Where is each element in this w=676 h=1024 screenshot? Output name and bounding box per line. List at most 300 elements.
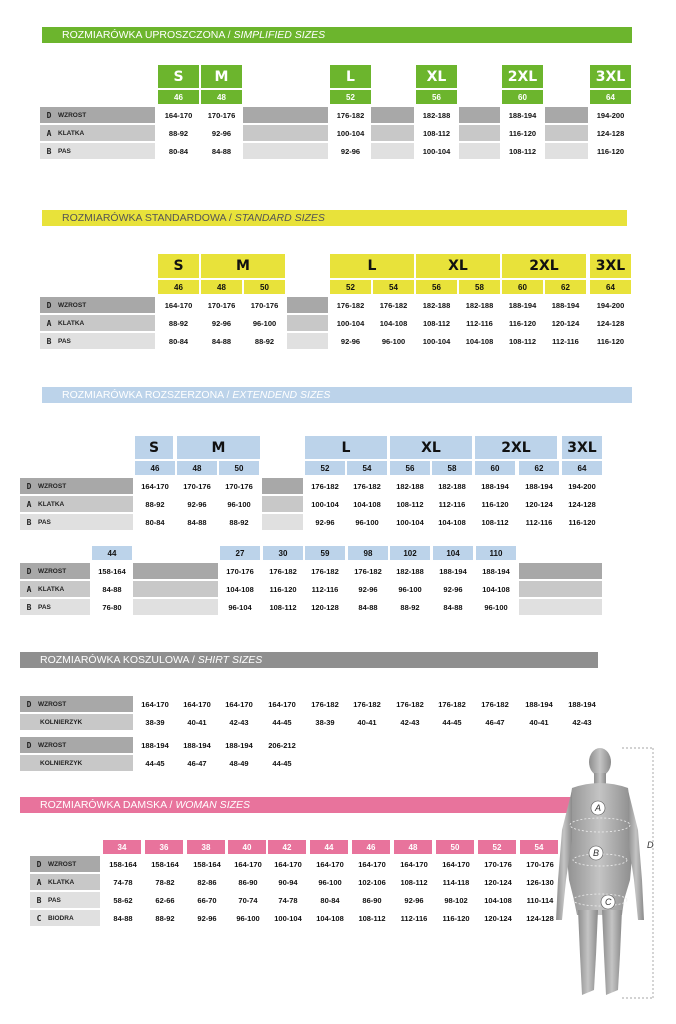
cell-wzrost: 176-182: [354, 566, 382, 576]
row-label-text: KLATKA: [48, 878, 75, 886]
row-letter: D: [26, 740, 32, 750]
size-header: XL: [390, 436, 472, 459]
cell-wzrost: 194-200: [596, 300, 625, 310]
cell-pas: 116-120: [596, 336, 625, 346]
cell-pas: 92-96: [340, 336, 361, 346]
row-label-klatka: [40, 315, 155, 331]
row-letter: A: [26, 499, 32, 509]
size-header: 2XL: [502, 254, 586, 278]
size-number: 60: [502, 280, 543, 294]
size-number: 48: [201, 90, 242, 104]
row-label-wzrost: [40, 297, 155, 313]
cell-wzrost: 176-182: [353, 481, 381, 491]
size-number: 50: [244, 280, 285, 294]
cell-kolnierzyk: 46-47: [187, 758, 207, 768]
cell-klatka: 100-104: [336, 128, 365, 138]
cell-pas: 96-100: [484, 602, 508, 612]
cell-wzrost: 164-170: [164, 110, 193, 120]
extended-section-header: [42, 387, 632, 403]
size-number: 44: [310, 840, 348, 854]
cell-kolnierzyk: 40-41: [529, 717, 549, 727]
cell-klatka: 102-106: [358, 877, 386, 887]
size-header: L: [330, 65, 371, 88]
size-number: 48: [201, 280, 242, 294]
size-number: 62: [545, 280, 586, 294]
cell-wzrost: 188-194: [508, 110, 537, 120]
cell-klatka: 74-78: [113, 877, 133, 887]
cell-wzrost: 176-182: [336, 300, 365, 310]
cell-biodra: 116-120: [442, 913, 470, 923]
cell-klatka: 124-128: [596, 318, 625, 328]
row-label-klatka: [20, 496, 133, 512]
row-label-biodra: [30, 910, 100, 926]
row-label-text: PAS: [58, 147, 71, 155]
cell-klatka: 88-92: [168, 318, 189, 328]
size-number: 27: [220, 546, 260, 560]
cell-pas: 88-92: [400, 602, 420, 612]
empty-cell: [287, 315, 328, 331]
empty-cell: [459, 107, 500, 123]
cell-wzrost: 188-194: [508, 300, 537, 310]
cell-klatka: 120-124: [551, 318, 580, 328]
size-number: 62: [519, 461, 559, 475]
empty-cell: [545, 125, 588, 141]
cell-pas: 92-96: [340, 146, 361, 156]
cell-kolnierzyk: 46-47: [485, 717, 505, 727]
cell-klatka: 108-112: [396, 499, 424, 509]
cell-pas: 80-84: [168, 336, 189, 346]
cell-pas: 58-62: [113, 895, 133, 905]
cell-pas: 84-88: [358, 602, 378, 612]
cell-pas: 108-112: [508, 336, 537, 346]
standard-section-header: [42, 210, 627, 226]
cell-wzrost: 188-194: [141, 740, 169, 750]
cell-wzrost: 194-200: [568, 481, 596, 491]
cell-wzrost: 170-176: [484, 859, 512, 869]
row-letter: A: [46, 318, 52, 328]
cell-wzrost: 206-212: [268, 740, 296, 750]
cell-wzrost: 164-170: [442, 859, 470, 869]
row-label-klatka: [20, 581, 90, 597]
cell-kolnierzyk: 38-39: [315, 717, 335, 727]
cell-pas: 110-114: [526, 895, 554, 905]
cell-pas: 80-84: [145, 517, 165, 527]
cell-kolnierzyk: 38-39: [145, 717, 165, 727]
cell-wzrost: 182-188: [422, 300, 451, 310]
cell-klatka: 114-118: [442, 877, 470, 887]
size-header: M: [201, 254, 285, 278]
section-subtitle: WOMAN SIZES: [175, 799, 251, 811]
cell-wzrost: 170-176: [183, 481, 211, 491]
section-title: ROZMIARÓWKA DAMSKA /: [40, 799, 176, 811]
row-label-wzrost: [20, 478, 133, 494]
silhouette: [556, 748, 644, 995]
empty-cell: [519, 581, 602, 597]
size-header: L: [305, 436, 387, 459]
cell-pas: 80-84: [168, 146, 189, 156]
row-letter: A: [46, 128, 52, 138]
body-figure: [552, 740, 662, 1002]
cell-kolnierzyk: 48-49: [229, 758, 249, 768]
size-number: 56: [416, 90, 457, 104]
cell-biodra: 92-96: [197, 913, 217, 923]
cell-pas: 100-104: [422, 146, 451, 156]
cell-pas: 88-92: [229, 517, 249, 527]
size-number: 60: [502, 90, 543, 104]
empty-cell: [545, 107, 588, 123]
cell-klatka: 96-100: [318, 877, 342, 887]
marker-b: [589, 846, 603, 860]
cell-pas: 84-88: [211, 336, 232, 346]
cell-klatka: 88-92: [145, 499, 165, 509]
size-number: 64: [590, 90, 631, 104]
cell-kolnierzyk: 40-41: [357, 717, 377, 727]
row-label-text: WZROST: [38, 741, 67, 749]
row-label-text: KOLNIERZYK: [40, 718, 83, 726]
row-label-text: KLATKA: [38, 500, 65, 508]
woman-section-header: [20, 797, 598, 813]
empty-cell: [287, 333, 328, 349]
cell-biodra: 96-100: [236, 913, 260, 923]
cell-klatka: 92-96: [187, 499, 207, 509]
row-label-text: PAS: [48, 896, 61, 904]
row-label-pas: [30, 892, 100, 908]
cell-pas: 96-104: [228, 602, 252, 612]
cell-kolnierzyk: 42-43: [400, 717, 420, 727]
cell-klatka: 108-112: [422, 128, 451, 138]
cell-wzrost: 176-182: [311, 481, 339, 491]
cell-klatka: 96-100: [252, 318, 277, 328]
row-letter: B: [36, 895, 42, 905]
section-subtitle: STANDARD SIZES: [234, 212, 325, 224]
cell-pas: 76-80: [102, 602, 122, 612]
shirt-section-header: [20, 652, 598, 668]
cell-klatka: 116-120: [508, 128, 537, 138]
cell-wzrost: 164-170: [234, 859, 262, 869]
cell-kolnierzyk: 44-45: [145, 758, 165, 768]
cell-klatka: 92-96: [358, 584, 378, 594]
cell-wzrost: 188-194: [482, 566, 510, 576]
empty-cell: [262, 514, 303, 530]
cell-pas: 70-74: [238, 895, 258, 905]
cell-pas: 66-70: [197, 895, 217, 905]
row-letter: D: [46, 110, 52, 120]
size-number: 60: [475, 461, 515, 475]
cell-klatka: 90-94: [278, 877, 298, 887]
cell-wzrost: 170-176: [207, 110, 236, 120]
cell-pas: 116-120: [568, 517, 596, 527]
cell-klatka: 100-104: [336, 318, 365, 328]
empty-cell: [519, 599, 602, 615]
cell-wzrost: 182-188: [396, 566, 424, 576]
cell-wzrost: 188-194: [481, 481, 509, 491]
size-number: 54: [347, 461, 387, 475]
size-number: 64: [562, 461, 602, 475]
cell-pas: 80-84: [320, 895, 340, 905]
cell-pas: 74-78: [278, 895, 298, 905]
row-letter: B: [46, 336, 52, 346]
size-header: 2XL: [475, 436, 557, 459]
size-header: XL: [416, 65, 457, 88]
row-label-text: PAS: [38, 603, 51, 611]
size-number: 56: [390, 461, 430, 475]
size-number: 58: [432, 461, 472, 475]
size-number: 50: [219, 461, 259, 475]
cell-wzrost: 164-170: [141, 481, 169, 491]
row-label-text: WZROST: [38, 482, 67, 490]
empty-cell: [133, 563, 218, 579]
cell-pas: 120-128: [311, 602, 339, 612]
cell-kolnierzyk: 42-43: [229, 717, 249, 727]
cell-biodra: 100-104: [274, 913, 302, 923]
cell-klatka: 104-108: [379, 318, 408, 328]
cell-wzrost: 164-170: [316, 859, 344, 869]
cell-kolnierzyk: 44-45: [442, 717, 462, 727]
cell-wzrost: 158-164: [193, 859, 221, 869]
size-number: 42: [268, 840, 306, 854]
size-header: S: [158, 254, 199, 278]
row-label-text: WZROST: [38, 700, 67, 708]
cell-pas: 104-108: [465, 336, 494, 346]
row-letter: C: [36, 913, 42, 923]
cell-wzrost: 164-170: [225, 699, 253, 709]
cell-wzrost: 182-188: [465, 300, 494, 310]
row-label-text: WZROST: [58, 301, 87, 309]
row-label-wzrost: [40, 107, 155, 123]
cell-wzrost: 188-194: [525, 481, 553, 491]
cell-biodra: 88-92: [155, 913, 175, 923]
empty-cell: [371, 107, 414, 123]
row-label-kolnierzyk: [20, 755, 133, 771]
cell-biodra: 112-116: [400, 913, 428, 923]
size-header: M: [177, 436, 260, 459]
cell-wzrost: 188-194: [525, 699, 553, 709]
cell-wzrost: 176-182: [353, 699, 381, 709]
row-label-pas: [40, 143, 155, 159]
row-letter: D: [46, 300, 52, 310]
svg-text:C: C: [605, 897, 612, 907]
size-header: S: [135, 436, 173, 459]
cell-wzrost: 170-176: [250, 300, 279, 310]
cell-pas: 100-104: [422, 336, 451, 346]
size-header: S: [158, 65, 199, 88]
size-header: 3XL: [590, 65, 631, 88]
cell-pas: 88-92: [254, 336, 275, 346]
row-label-klatka: [40, 125, 155, 141]
row-label-text: WZROST: [58, 111, 87, 119]
cell-wzrost: 176-182: [336, 110, 365, 120]
cell-pas: 84-88: [443, 602, 463, 612]
cell-wzrost: 164-170: [268, 699, 296, 709]
cell-wzrost: 188-194: [551, 300, 580, 310]
cell-pas: 116-120: [596, 146, 625, 156]
cell-pas: 112-116: [525, 517, 553, 527]
cell-wzrost: 170-176: [526, 859, 554, 869]
cell-klatka: 86-90: [238, 877, 258, 887]
section-subtitle: SIMPLIFIED SIZES: [233, 29, 326, 41]
row-label-pas: [20, 599, 90, 615]
cell-klatka: 96-100: [398, 584, 422, 594]
cell-wzrost: 188-194: [183, 740, 211, 750]
cell-klatka: 112-116: [311, 584, 339, 594]
cell-klatka: 78-82: [155, 877, 175, 887]
row-label-text: KLATKA: [58, 319, 85, 327]
cell-klatka: 108-112: [422, 318, 451, 328]
cell-pas: 108-112: [269, 602, 297, 612]
cell-wzrost: 188-194: [568, 699, 596, 709]
cell-wzrost: 164-170: [164, 300, 193, 310]
cell-wzrost: 176-182: [379, 300, 408, 310]
cell-pas: 104-108: [484, 895, 512, 905]
cell-klatka: 126-130: [526, 877, 554, 887]
cell-wzrost: 164-170: [141, 699, 169, 709]
size-number: 36: [145, 840, 183, 854]
row-label-text: KOLNIERZYK: [40, 759, 83, 767]
cell-klatka: 112-116: [466, 318, 493, 328]
cell-wzrost: 170-176: [225, 481, 253, 491]
size-number: 46: [352, 840, 390, 854]
size-number: 56: [416, 280, 457, 294]
empty-cell: [545, 143, 588, 159]
cell-klatka: 116-120: [269, 584, 297, 594]
cell-wzrost: 176-182: [481, 699, 509, 709]
cell-wzrost: 188-194: [439, 566, 467, 576]
cell-wzrost: 158-164: [98, 566, 126, 576]
size-header: 3XL: [562, 436, 602, 459]
section-subtitle: EXTENDEND SIZES: [232, 389, 331, 401]
cell-biodra: 120-124: [484, 913, 512, 923]
cell-kolnierzyk: 44-45: [272, 758, 292, 768]
size-number: 46: [158, 90, 199, 104]
cell-klatka: 112-116: [438, 499, 466, 509]
size-number: 104: [433, 546, 473, 560]
section-title: ROZMIARÓWKA ROZSZERZONA /: [62, 389, 233, 401]
size-header: XL: [416, 254, 500, 278]
row-letter: A: [36, 877, 42, 887]
row-label-klatka: [30, 874, 100, 890]
cell-wzrost: 164-170: [274, 859, 302, 869]
cell-pas: 84-88: [211, 146, 232, 156]
empty-cell: [287, 297, 328, 313]
size-number: 52: [305, 461, 345, 475]
row-label-wzrost: [20, 737, 133, 753]
cell-wzrost: 170-176: [226, 566, 254, 576]
cell-pas: 92-96: [315, 517, 335, 527]
cell-biodra: 104-108: [316, 913, 344, 923]
empty-cell: [262, 478, 303, 494]
size-number: 34: [103, 840, 141, 854]
cell-biodra: 84-88: [113, 913, 133, 923]
row-label-text: KLATKA: [58, 129, 85, 137]
empty-cell: [371, 125, 414, 141]
cell-wzrost: 176-182: [311, 699, 339, 709]
cell-kolnierzyk: 42-43: [572, 717, 592, 727]
cell-wzrost: 158-164: [109, 859, 137, 869]
cell-klatka: 96-100: [227, 499, 251, 509]
section-subtitle: SHIRT SIZES: [197, 654, 263, 666]
size-number: 52: [330, 90, 371, 104]
row-label-text: PAS: [38, 518, 51, 526]
cell-wzrost: 164-170: [400, 859, 428, 869]
row-label-wzrost: [20, 696, 133, 712]
row-label-pas: [40, 333, 155, 349]
size-header: 3XL: [590, 254, 631, 278]
cell-wzrost: 194-200: [596, 110, 625, 120]
cell-pas: 108-112: [481, 517, 509, 527]
empty-cell: [243, 125, 328, 141]
row-label-wzrost: [20, 563, 90, 579]
size-number: 64: [590, 280, 631, 294]
size-header: M: [201, 65, 242, 88]
size-number: 110: [476, 546, 516, 560]
row-label-text: PAS: [58, 337, 71, 345]
cell-wzrost: 182-188: [396, 481, 424, 491]
cell-wzrost: 164-170: [183, 699, 211, 709]
size-number: 54: [520, 840, 558, 854]
section-title: ROZMIARÓWKA STANDARDOWA /: [62, 212, 235, 224]
row-label-kolnierzyk: [20, 714, 133, 730]
empty-cell: [243, 143, 328, 159]
cell-pas: 96-100: [355, 517, 379, 527]
row-letter: B: [46, 146, 52, 156]
cell-pas: 92-96: [404, 895, 424, 905]
svg-text:A: A: [595, 803, 602, 813]
cell-wzrost: 170-176: [207, 300, 236, 310]
cell-klatka: 88-92: [168, 128, 189, 138]
empty-cell: [133, 581, 218, 597]
size-number: 46: [158, 280, 199, 294]
empty-cell: [262, 496, 303, 512]
cell-wzrost: 176-182: [311, 566, 339, 576]
cell-klatka: 116-120: [481, 499, 509, 509]
cell-pas: 86-90: [362, 895, 382, 905]
cell-kolnierzyk: 44-45: [272, 717, 292, 727]
row-label-pas: [20, 514, 133, 530]
cell-kolnierzyk: 40-41: [187, 717, 207, 727]
empty-cell: [519, 563, 602, 579]
row-letter: B: [26, 602, 32, 612]
size-number: 46: [135, 461, 175, 475]
simplified-section-header: [42, 27, 632, 43]
cell-klatka: 124-128: [596, 128, 625, 138]
row-label-text: KLATKA: [38, 585, 65, 593]
cell-pas: 96-100: [381, 336, 406, 346]
cell-wzrost: 164-170: [358, 859, 386, 869]
cell-klatka: 120-124: [525, 499, 553, 509]
cell-wzrost: 188-194: [225, 740, 253, 750]
cell-klatka: 124-128: [568, 499, 596, 509]
cell-klatka: 120-124: [484, 877, 512, 887]
row-letter: D: [26, 699, 32, 709]
cell-pas: 100-104: [396, 517, 424, 527]
row-letter: D: [36, 859, 42, 869]
cell-pas: 112-116: [552, 336, 579, 346]
size-number: 52: [478, 840, 516, 854]
marker-c: [601, 895, 615, 909]
row-label-text: WZROST: [38, 567, 67, 575]
row-label-text: BIODRA: [48, 914, 74, 922]
size-number: 48: [177, 461, 217, 475]
empty-cell: [243, 107, 328, 123]
size-header: L: [330, 254, 414, 278]
cell-pas: 108-112: [508, 146, 537, 156]
cell-klatka: 82-86: [197, 877, 217, 887]
row-letter: D: [26, 566, 32, 576]
svg-text:B: B: [593, 848, 600, 858]
size-number: 30: [263, 546, 303, 560]
size-number: 102: [390, 546, 430, 560]
cell-klatka: 104-108: [226, 584, 254, 594]
